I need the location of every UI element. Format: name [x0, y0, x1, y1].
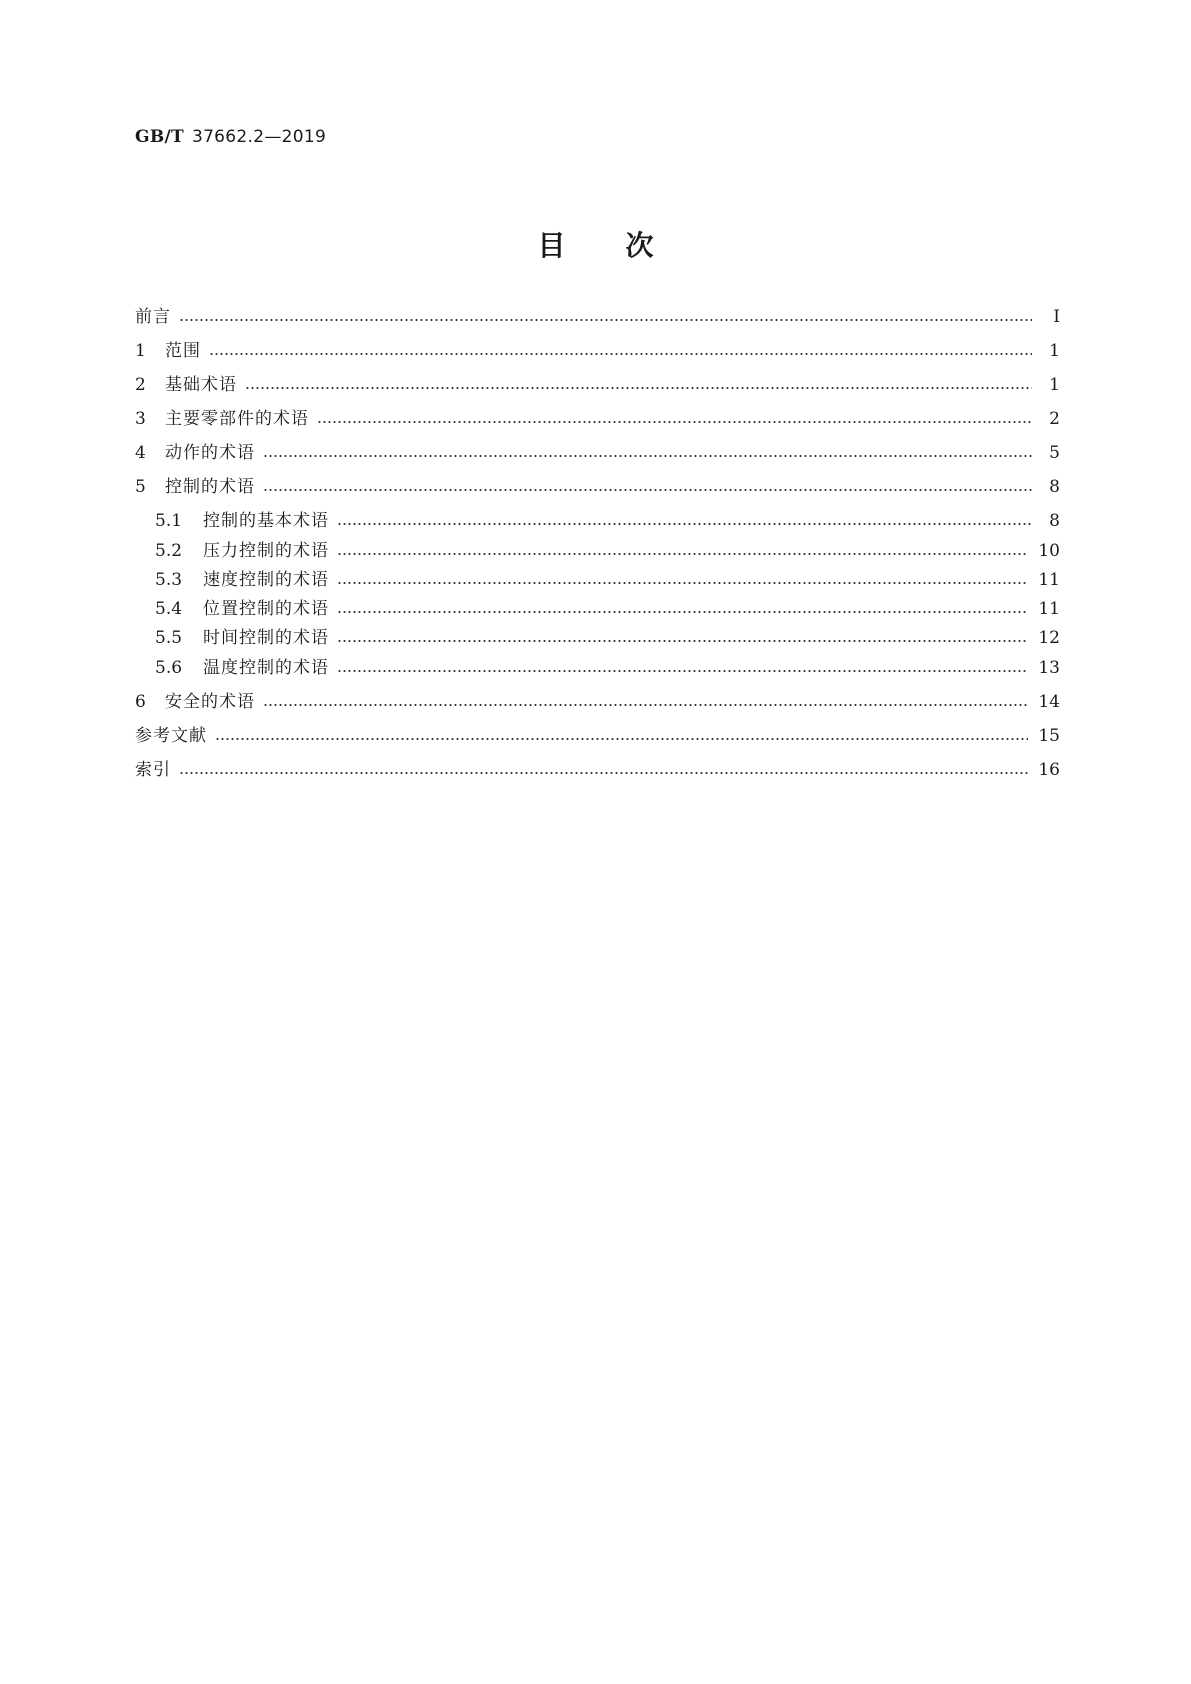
toc-entry-page: 13	[1038, 658, 1060, 678]
dot-leader	[263, 455, 1032, 457]
toc-entry-5-4[interactable]	[155, 598, 1060, 620]
toc-entry-2[interactable]	[135, 374, 1060, 396]
standard-code: GB/T	[135, 127, 184, 147]
dot-leader	[245, 387, 1032, 389]
dot-leader	[263, 704, 1028, 706]
standard-number: 37662.2—2019	[191, 127, 327, 147]
toc-entry-5-1[interactable]	[155, 510, 1060, 532]
toc-entry-5-3[interactable]	[155, 569, 1060, 591]
toc-entry-text: 安全的术语	[165, 692, 255, 712]
toc-entry-number: 2	[135, 375, 146, 395]
toc-entry-number: 5.6	[155, 658, 183, 678]
dot-leader	[179, 772, 1028, 774]
toc-entry-page: 2	[1049, 409, 1060, 429]
toc-entry-page: 12	[1038, 628, 1060, 648]
toc-entry-3[interactable]	[135, 408, 1060, 430]
toc-entry-number: 3	[135, 409, 146, 429]
toc-entry-5-5[interactable]	[155, 627, 1060, 649]
toc-entry-page: 15	[1038, 726, 1060, 746]
toc-entry-page: 10	[1038, 541, 1060, 561]
dot-leader	[337, 523, 1032, 525]
toc-entry-page: 8	[1049, 477, 1060, 497]
toc-entry-foreword[interactable]	[135, 306, 1060, 328]
dot-leader	[263, 489, 1032, 491]
toc-entry-text: 基础术语	[165, 375, 237, 395]
dot-leader	[337, 582, 1028, 584]
dot-leader	[337, 640, 1028, 642]
toc-entry-number: 4	[135, 443, 146, 463]
toc-entry-page: 1	[1049, 341, 1060, 361]
toc-entry-5[interactable]	[135, 476, 1060, 498]
toc-entry-page: 1	[1049, 375, 1060, 395]
toc-entry-text: 时间控制的术语	[203, 628, 329, 648]
toc-entry-index[interactable]	[135, 759, 1060, 781]
toc-entry-text: 位置控制的术语	[203, 599, 329, 619]
toc-entry-number: 1	[135, 341, 146, 361]
toc-entry-text: 参考文献	[135, 726, 207, 746]
page-title: 目次	[537, 229, 714, 262]
toc-entry-number: 5.4	[155, 599, 183, 619]
toc-entry-text: 前言	[135, 307, 171, 327]
toc-entry-text: 温度控制的术语	[203, 658, 329, 678]
toc-entry-text: 范围	[165, 341, 201, 361]
toc-entry-text: 索引	[135, 760, 171, 780]
standard-identifier	[135, 127, 326, 147]
toc-entry-text: 速度控制的术语	[203, 570, 329, 590]
dot-leader	[337, 611, 1028, 613]
toc-entry-number: 5.1	[155, 511, 183, 531]
dot-leader	[215, 738, 1028, 740]
toc-entry-page: 11	[1038, 570, 1060, 590]
toc-entry-number: 5.3	[155, 570, 183, 590]
dot-leader	[337, 670, 1028, 672]
dot-leader	[317, 421, 1032, 423]
dot-leader	[209, 353, 1032, 355]
toc-entry-page: 16	[1038, 760, 1060, 780]
toc-entry-number: 5.2	[155, 541, 183, 561]
toc-entry-number: 5.5	[155, 628, 183, 648]
toc-entry-number: 5	[135, 477, 146, 497]
toc-entry-page: 8	[1049, 511, 1060, 531]
toc-entry-6[interactable]	[135, 691, 1060, 713]
toc-entry-4[interactable]	[135, 442, 1060, 464]
toc-entry-text: 主要零部件的术语	[165, 409, 309, 429]
toc-entry-number: 6	[135, 692, 146, 712]
dot-leader	[337, 553, 1028, 555]
toc-entry-page: 11	[1038, 599, 1060, 619]
toc-entry-5-6[interactable]	[155, 657, 1060, 679]
toc-entry-page: 5	[1049, 443, 1060, 463]
toc-entry-text: 动作的术语	[165, 443, 255, 463]
toc-entry-text: 控制的术语	[165, 477, 255, 497]
toc-entry-text: 控制的基本术语	[203, 511, 329, 531]
toc-entry-text: 压力控制的术语	[203, 541, 329, 561]
toc-entry-5-2[interactable]	[155, 540, 1060, 562]
toc-entry-page: 14	[1038, 692, 1060, 712]
toc-entry-references[interactable]	[135, 725, 1060, 747]
dot-leader	[179, 319, 1032, 321]
toc-entry-page: Ⅰ	[1053, 307, 1060, 327]
toc-entry-1[interactable]	[135, 340, 1060, 362]
